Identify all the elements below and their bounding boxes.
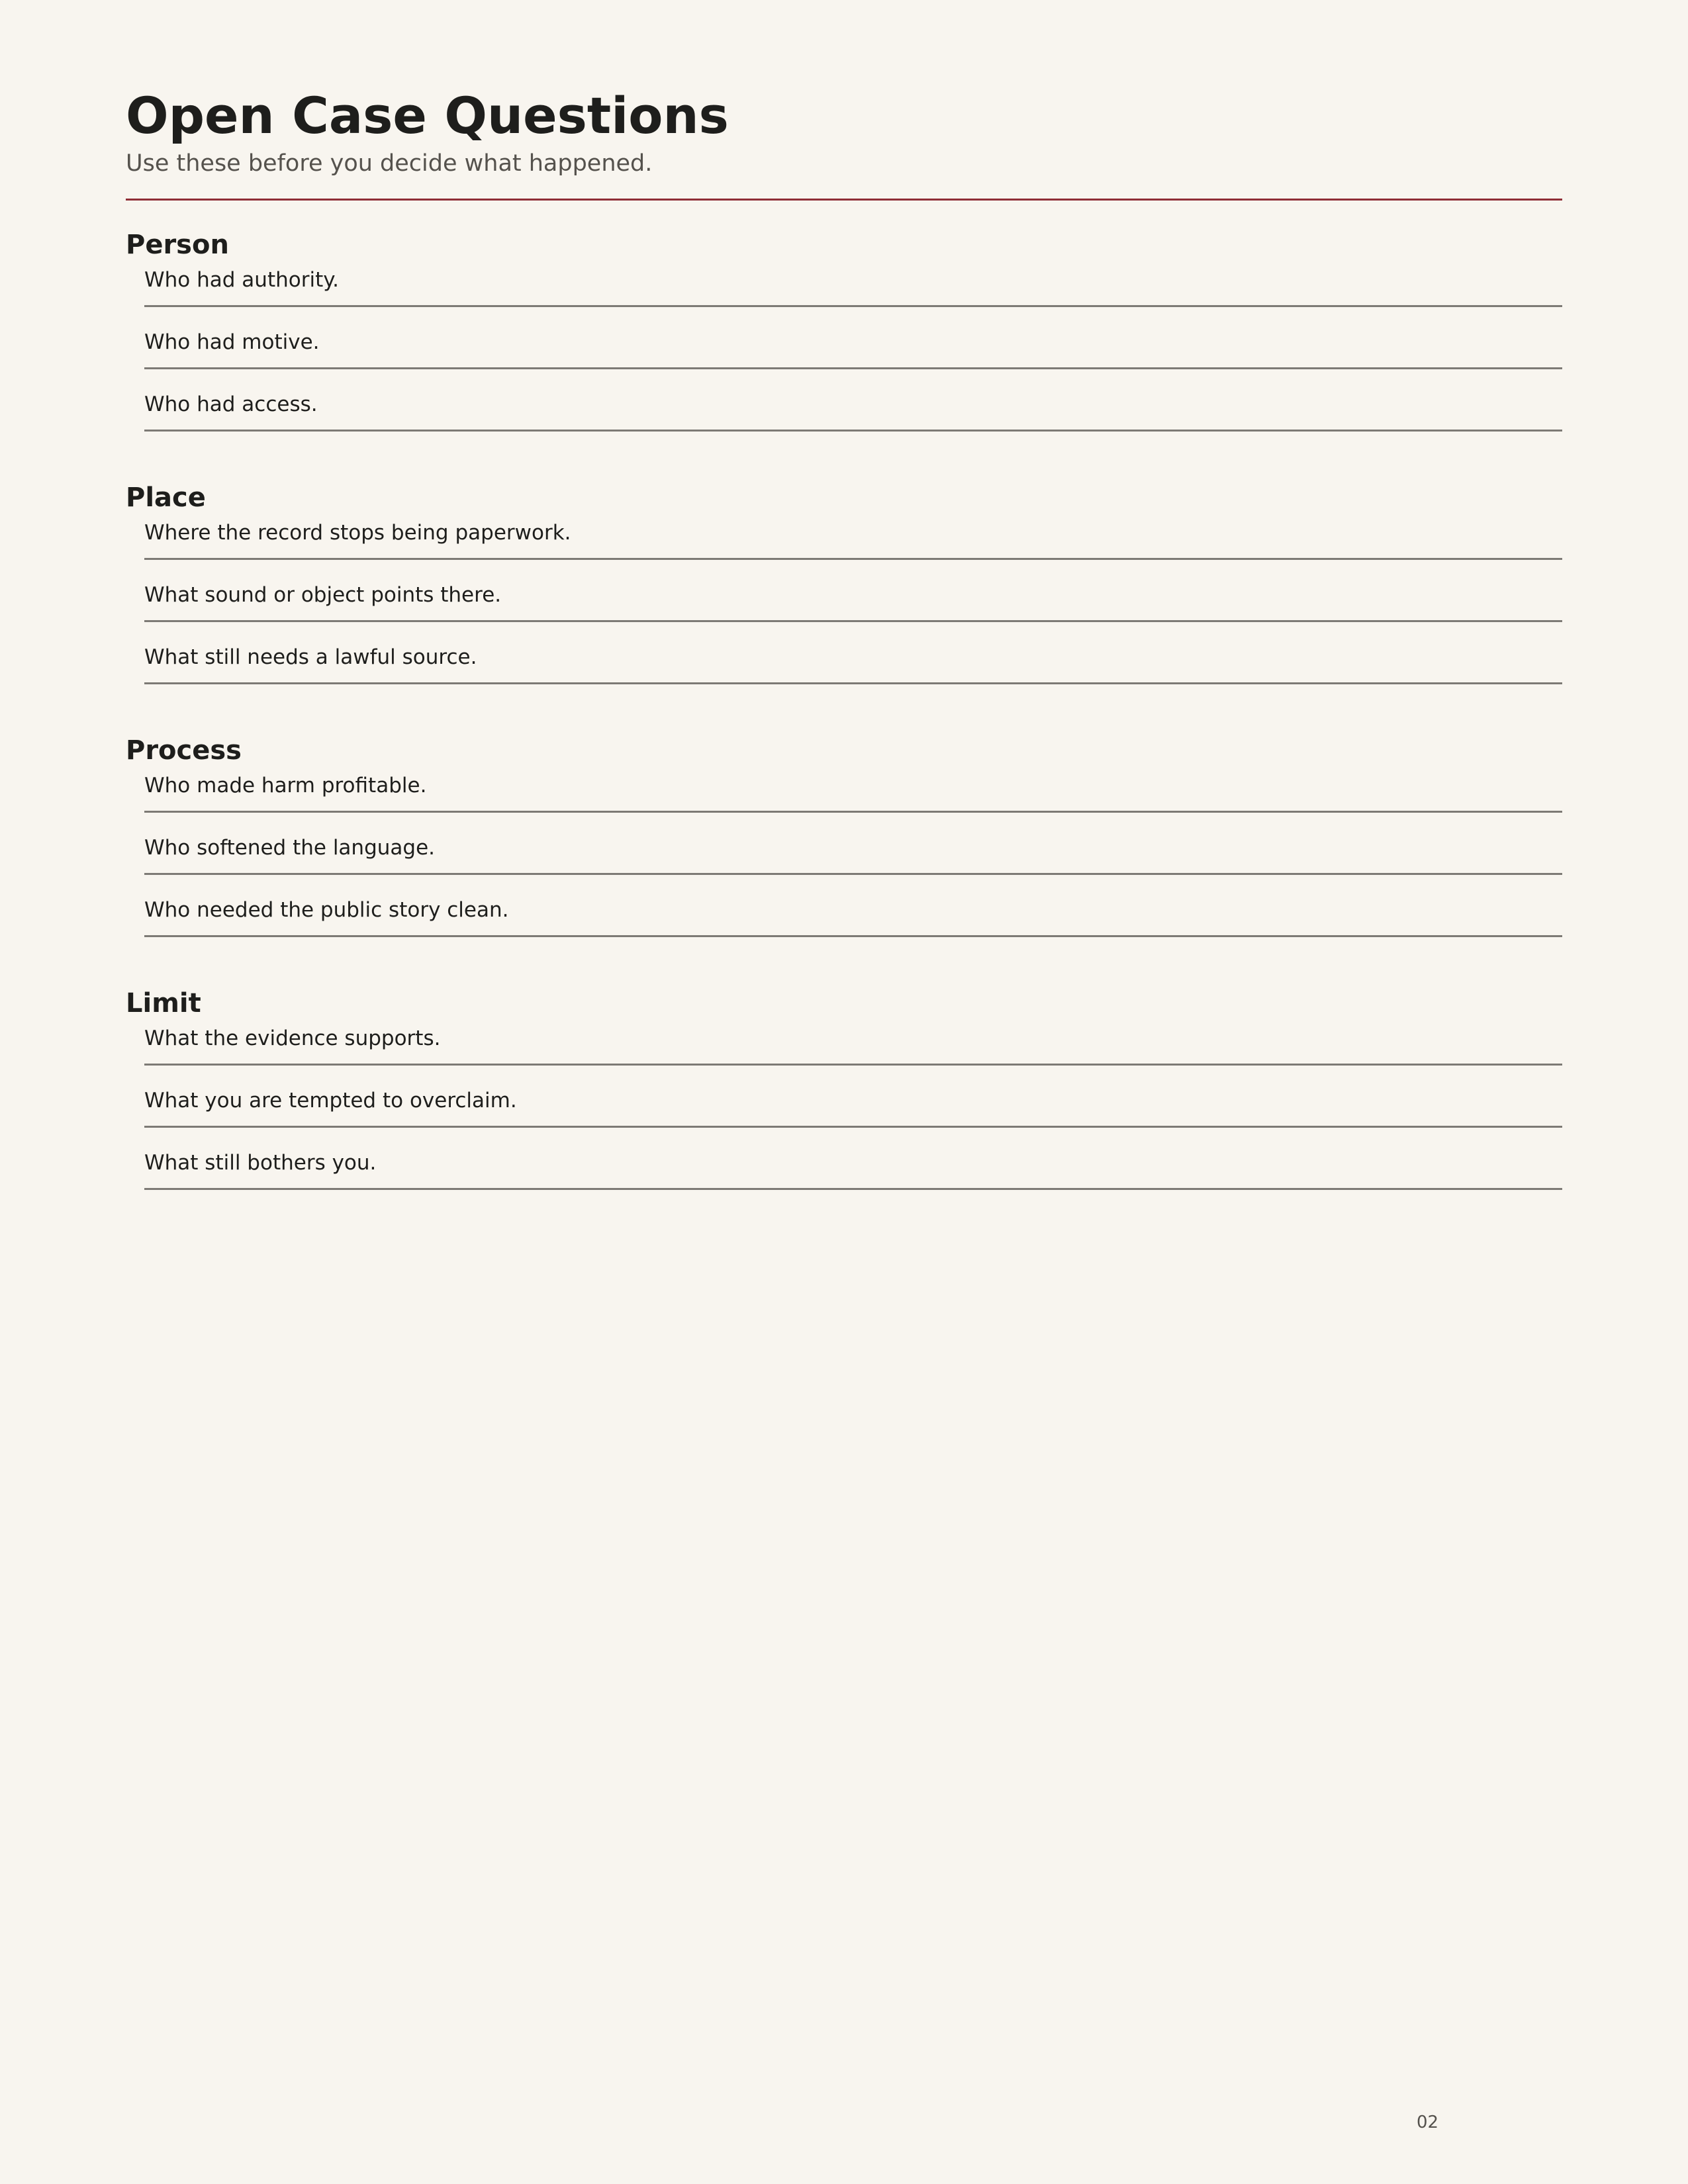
question-line — [144, 560, 1562, 622]
section-heading: Place — [126, 482, 206, 513]
question-line — [144, 1128, 1562, 1190]
page-number: 02 — [1417, 2113, 1439, 2132]
question-text: What you are tempted to overclaim. — [144, 1089, 517, 1113]
question-line — [144, 518, 1562, 560]
question-text: What still bothers you. — [144, 1151, 377, 1175]
question-list — [126, 265, 1562, 432]
question-line — [144, 265, 1562, 307]
question-text: What still needs a lawful source. — [144, 645, 477, 669]
question-line — [144, 622, 1562, 684]
question-text: Where the record stops being paperwork. — [144, 521, 571, 545]
section-heading: Process — [126, 735, 242, 766]
section-limit — [126, 983, 1562, 1190]
question-line — [144, 1023, 1562, 1066]
section-heading: Person — [126, 230, 229, 260]
page-title: Open Case Questions — [126, 86, 729, 145]
title-divider — [126, 199, 1562, 201]
question-sections — [126, 225, 1562, 1236]
question-text: Who needed the public story clean. — [144, 898, 509, 922]
question-list — [126, 770, 1562, 937]
question-text: Who had authority. — [144, 268, 340, 292]
question-line — [144, 1066, 1562, 1128]
question-line — [144, 770, 1562, 813]
question-text: Who had access. — [144, 392, 318, 416]
question-line — [144, 307, 1562, 369]
question-text: Who made harm profitable. — [144, 774, 427, 797]
question-text: Who had motive. — [144, 330, 320, 354]
question-list — [126, 1023, 1562, 1190]
question-text: What sound or object points there. — [144, 583, 502, 607]
question-line — [144, 875, 1562, 937]
question-list — [126, 518, 1562, 684]
question-text: What the evidence supports. — [144, 1026, 441, 1050]
question-line — [144, 813, 1562, 875]
worksheet-page — [126, 0, 1562, 2184]
question-text: Who softened the language. — [144, 836, 435, 860]
page-subtitle: Use these before you decide what happened. — [126, 150, 653, 177]
section-person — [126, 225, 1562, 432]
question-line — [144, 369, 1562, 432]
section-place — [126, 478, 1562, 684]
section-process — [126, 731, 1562, 937]
section-heading: Limit — [126, 988, 201, 1019]
